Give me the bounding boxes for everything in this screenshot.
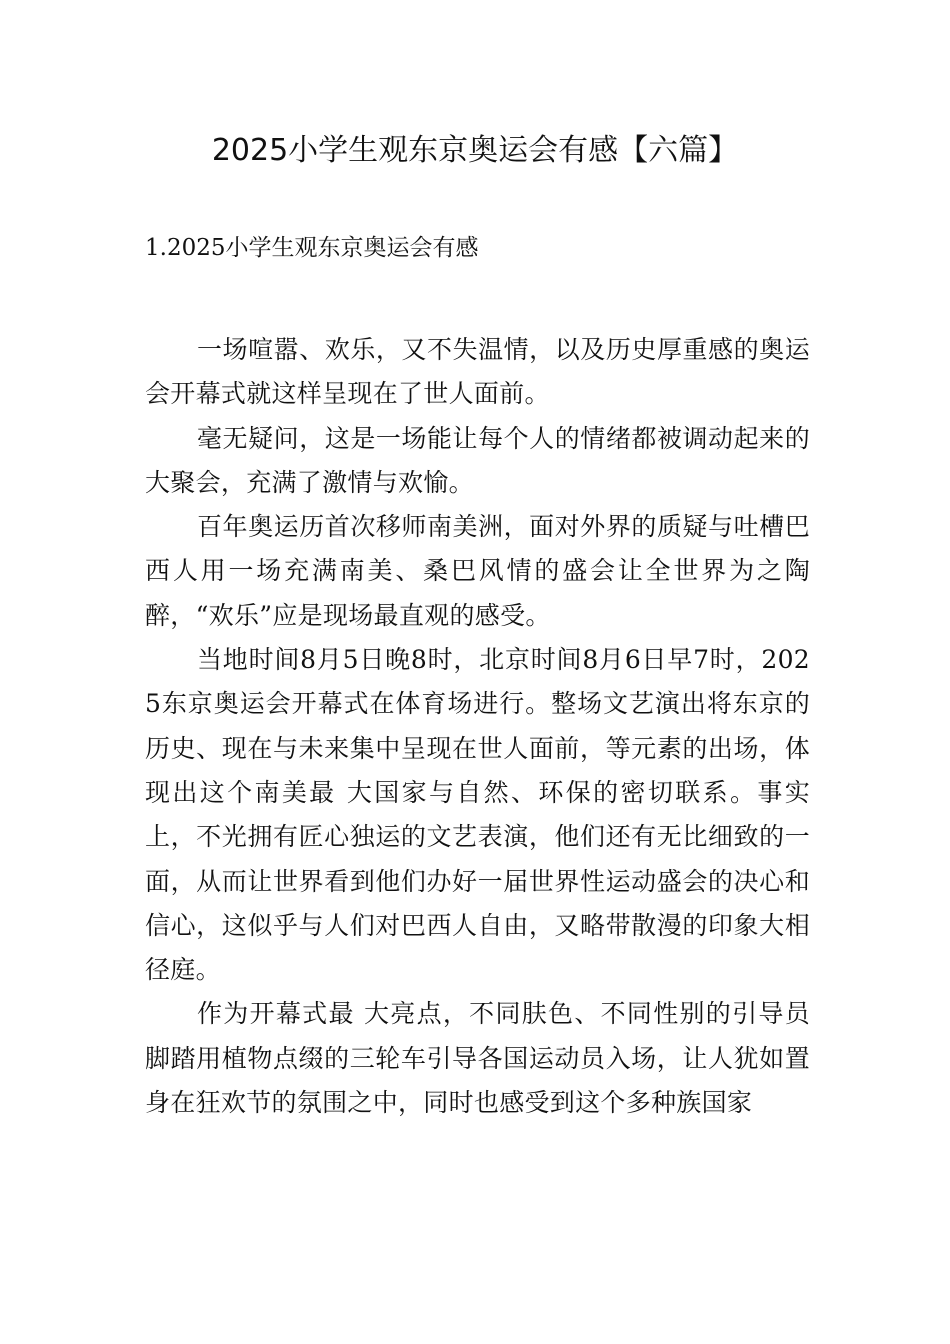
document-title: 2025小学生观东京奥运会有感【六篇】	[211, 133, 739, 168]
document-body	[145, 328, 810, 1125]
section-heading: 1.2025小学生观东京奥运会有感	[145, 235, 479, 261]
paragraph: 百年奥运历首次移师南美洲，面对外界的质疑与吐槽巴西人用一场充满南美、桑巴风情的盛会让全世界为之陶醉，“欢乐”应是现场最直观的感受。	[145, 512, 810, 630]
paragraph: 一场喧嚣、欢乐，又不失温情，以及历史厚重感的奥运会开幕式就这样呈现在了世人面前。	[145, 335, 810, 409]
paragraph: 毫无疑问，这是一场能让每个人的情绪都被调动起来的大聚会，充满了激情与欢愉。	[145, 423, 810, 497]
paragraph: 当地时间8月5日晚8时，北京时间8月6日早7时，2025东京奥运会开幕式在体育场进行。整场文艺演出将东京的历史、现在与未来集中呈现在世人面前，等元素的出场，体现出这个南美最 大国家与自然、环保的密切联系。事实上，不光拥有匠心独运的文艺表演，他们还有无比细致的一面，从而让世界看到他们办好一届世界性运动盛会的决心和信心，这似乎与人们对巴西人自由，又略带散漫的印象大相径庭。	[145, 645, 810, 985]
paragraph: 作为开幕式最 大亮点，不同肤色、不同性别的引导员脚踏用植物点缀的三轮车引导各国运动员入场，让人犹如置身在狂欢节的氛围之中，同时也感受到这个多种族国家	[145, 999, 810, 1118]
